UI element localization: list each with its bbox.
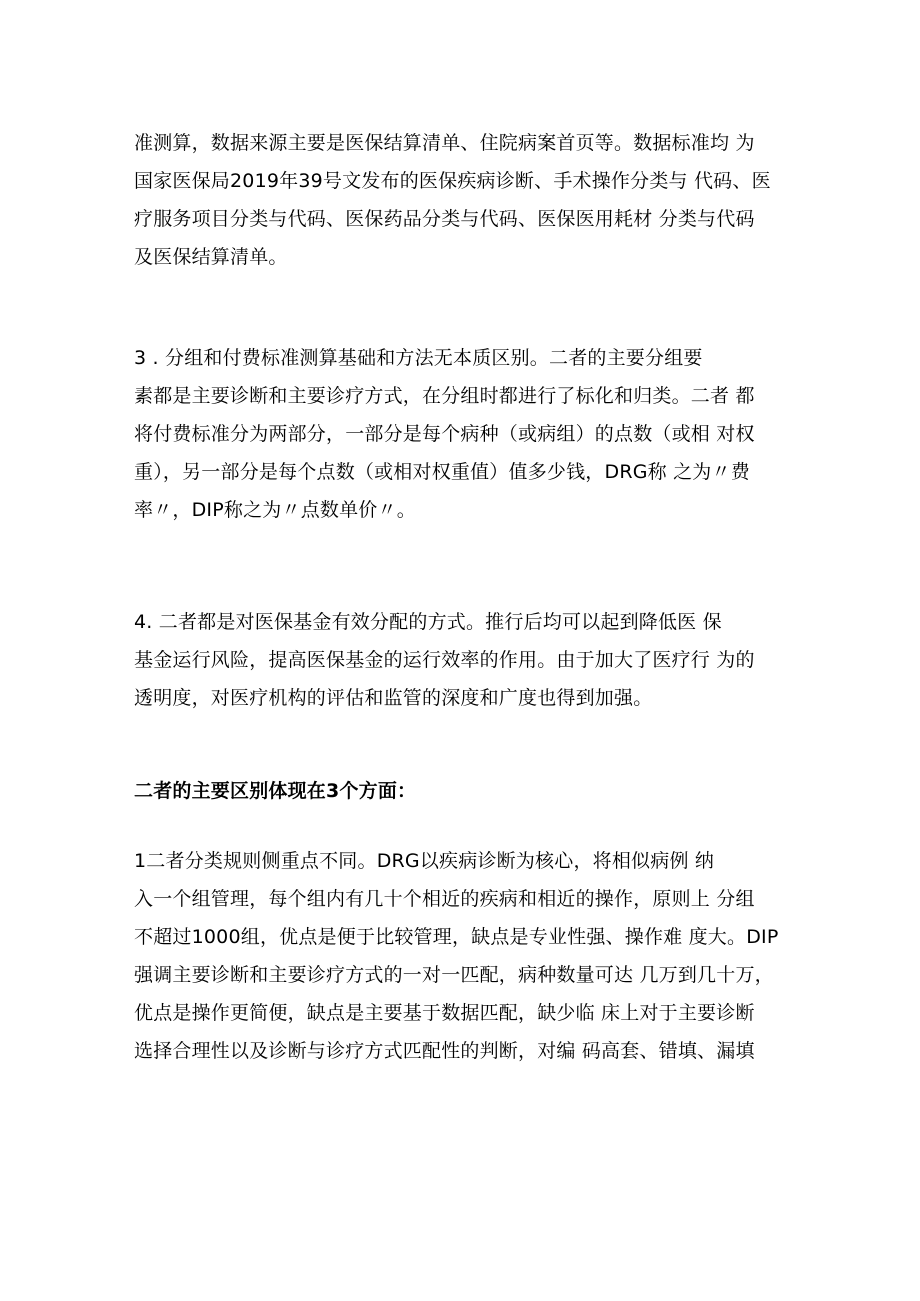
text-line: 3 . 分组和付费标准测算基础和方法无本质区别。二者的主要分组要 bbox=[134, 347, 703, 369]
text-line: 1二者分类规则侧重点不同。DRG以疾病诊断为核心，将相似病例 纳 bbox=[134, 850, 715, 872]
text-line: 优点是操作更简便，缺点是主要基于数据匹配，缺少临 床上对于主要诊断 bbox=[134, 1002, 755, 1024]
text-line: 强调主要诊断和主要诊疗方式的一对一匹配，病种数量可达 几万到几十万， bbox=[134, 964, 774, 986]
text-line: 透明度，对医疗机构的评估和监管的深度和广度也得到加强。 bbox=[134, 687, 653, 709]
text-line: 国家医保局2019年39号文发布的医保疾病诊断、手术操作分类与 代码、医 bbox=[134, 170, 771, 192]
text-line: 素都是主要诊断和主要诊疗方式，在分组时都进行了标化和归类。二者 都 bbox=[134, 385, 755, 407]
text-line: 疗服务项目分类与代码、医保药品分类与代码、医保医用耗材 分类与代码 bbox=[134, 208, 755, 230]
text-line: 准测算，数据来源主要是医保结算清单、住院病案首页等。数据标准均 为 bbox=[134, 132, 755, 154]
text-line: 基金运行风险，提高医保基金的运行效率的作用。由于加大了医疗行 为的 bbox=[134, 649, 755, 671]
text-line: 率〃，DIP称之为〃点数单价〃。 bbox=[134, 499, 416, 521]
paragraph-data-standards bbox=[134, 131, 794, 283]
section-heading-differences bbox=[134, 779, 794, 817]
text-line: 将付费标准分为两部分，一部分是每个病种（或病组）的点数（或相 对权 bbox=[134, 423, 755, 445]
section-heading: 二者的主要区别体现在3个方面： bbox=[134, 780, 417, 802]
text-line: 不超过1000组，优点是便于比较管理，缺点是专业性强、操作难 度大。DIP bbox=[134, 926, 779, 948]
text-line: 选择合理性以及诊断与诊疗方式匹配性的判断，对编 码高套、错填、漏填 bbox=[134, 1040, 755, 1062]
paragraph-point-4 bbox=[134, 610, 794, 724]
text-line: 及医保结算清单。 bbox=[134, 246, 288, 268]
paragraph-difference-1 bbox=[134, 849, 794, 1077]
text-line: 重），另一部分是每个点数（或相对权重值）值多少钱，DRG称 之为〃费 bbox=[134, 461, 750, 483]
paragraph-point-3 bbox=[134, 346, 794, 536]
text-line: 入一个组管理，每个组内有几十个相近的疾病和相近的操作，原则上 分组 bbox=[134, 888, 755, 910]
text-line: 4. 二者都是对医保基金有效分配的方式。推行后均可以起到降低医 保 bbox=[134, 611, 722, 633]
